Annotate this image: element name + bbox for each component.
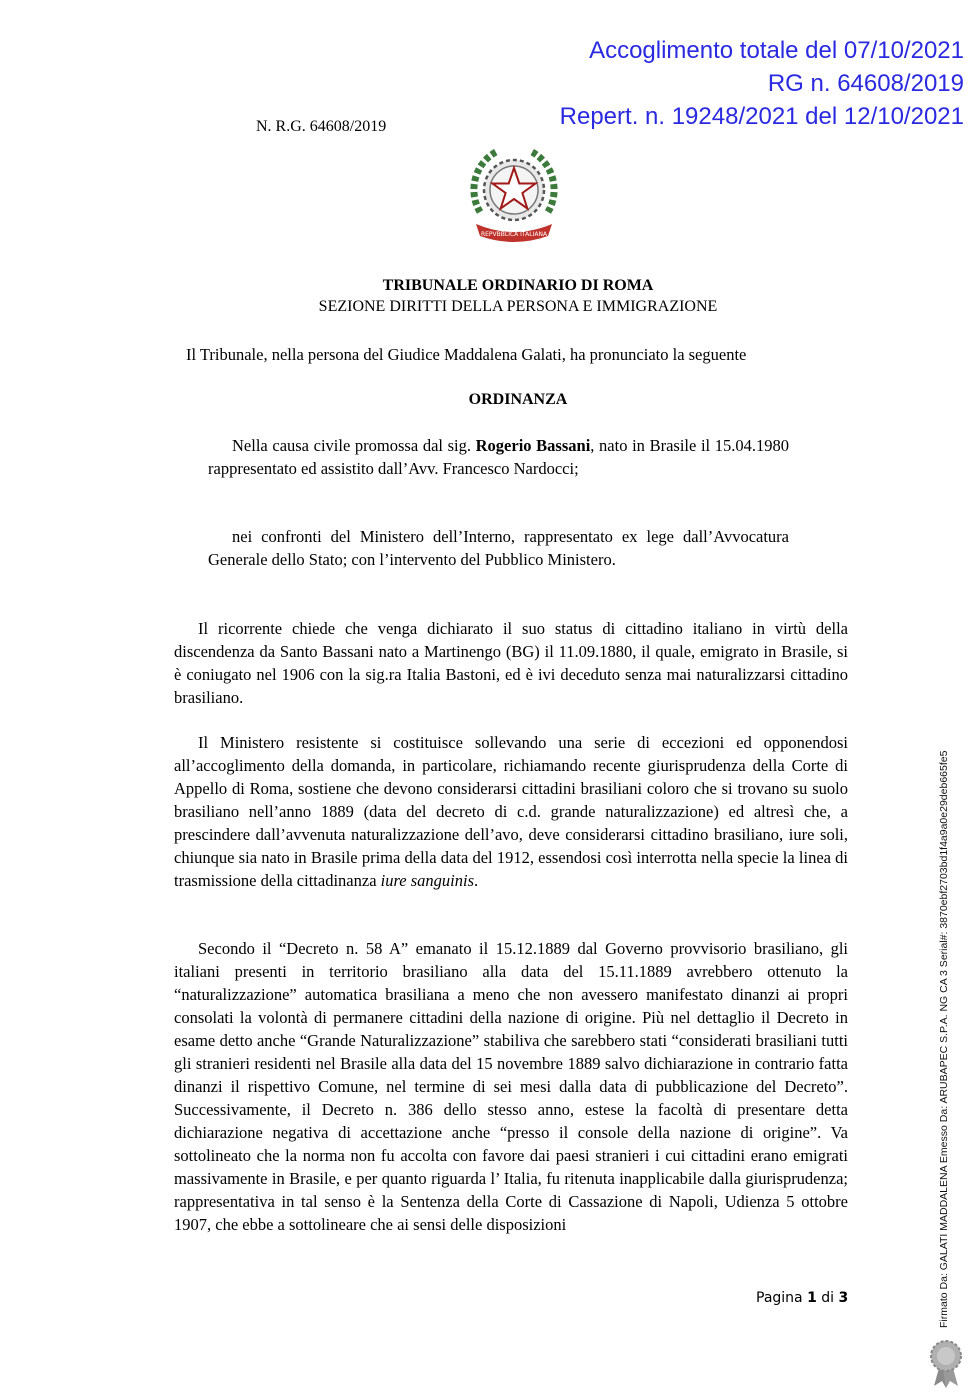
- emblem-ribbon-text: REPVBBLICA ITALIANA: [480, 231, 548, 238]
- parties-defendant: nei confronti del Ministero dell’Interno, rappresentato ex lege dall’Avvocatura Generale dello Stato; con l’intervento del Pubblico Ministero.: [208, 527, 789, 569]
- page-of: di: [821, 1290, 835, 1306]
- page-word: Pagina: [756, 1290, 803, 1306]
- paragraph-ricorrente: Il ricorrente chiede che venga dichiarato il suo status di cittadino italiano in virtù della discendenza da Santo Bassani nato a Martinengo (BG) il 11.09.1880, il quale, emigrato in Brasile, si è coniugato nel 1906 con la sig.ra Italia Bastoni, ed è ivi deceduto senza mai naturalizzarsi cittadino brasiliano.: [174, 619, 848, 707]
- italian-republic-emblem: [462, 140, 566, 244]
- digital-signature-text: Firmato Da: GALATI MADDALENA Emesso Da: ARUBAPEC S.P.A. NG CA 3 Serial#: 3870ebf2703bd1f4a9a0e29deb665fe5: [938, 750, 950, 1328]
- page-total: 3: [838, 1290, 849, 1306]
- paragraph-ministero-text: Il Ministero resistente si costituisce sollevando una serie di eccezioni ed opponendosi all’accoglimento della domanda, in particolare, richiamando recente giurisprudenza della Corte di Appello di Roma, sostiene che devono considerarsi cittadini brasiliani coloro che si trovano su suolo brasiliano nell’anno 1889 (data del decreto di c.d. grande naturalizzazione) ed altresì che, a prescindere dall’avvenuta naturalizzazione dell’avo, deve considerarsi cittadino brasiliano, iure soli, chiunque sia nato in Brasile prima della data del 1912, essendosi così interrotta nella specie la linea di trasmissione della cittadinanza: [174, 733, 848, 890]
- plaintiff-name: Rogerio Bassani: [475, 436, 591, 455]
- stamp-repert: Repert. n. 19248/2021 del 12/10/2021: [559, 103, 964, 130]
- page-number: [756, 1290, 848, 1306]
- stamp-rg: RG n. 64608/2019: [767, 70, 964, 97]
- intro-paragraph: Il Tribunale, nella persona del Giudice Maddalena Galati, ha pronunciato la seguente: [186, 345, 747, 364]
- document-title: ORDINANZA: [468, 391, 568, 408]
- paragraph-ministero-end: .: [474, 871, 479, 890]
- parties-plaintiff: [208, 434, 789, 480]
- court-name: TRIBUNALE ORDINARIO DI ROMA: [382, 277, 654, 294]
- page-current: 1: [807, 1290, 817, 1306]
- iure-sanguinis-italic: iure sanguinis: [380, 871, 474, 890]
- section-name: SEZIONE DIRITTI DELLA PERSONA E IMMIGRAZIONE: [318, 298, 718, 315]
- nrg-number: N. R.G. 64608/2019: [256, 118, 387, 135]
- parties-plaintiff-post: , nato in Brasile il 15.04.1980 rappresentato ed assistito dall’Avv. Francesco Nardocci;: [208, 436, 790, 478]
- parties-plaintiff-pre: Nella causa civile promossa dal sig.: [232, 436, 476, 455]
- paragraph-ministero: [174, 731, 848, 892]
- stamp-accoglimento: Accoglimento totale del 07/10/2021: [589, 37, 964, 64]
- paragraph-decreto: Secondo il “Decreto n. 58 A” emanato il 15.12.1889 dal Governo provvisorio brasiliano, gli italiani presenti in territorio brasiliano alla data del 15.11.1889 avrebbero ottenuto la “naturalizzazione” automatica brasiliana a meno che non avessero manifestato dinanzi ai propri consolati la volontà di permanere cittadini della nazione di origine. Più nel dettaglio il Decreto in esame detto anche “Grande Naturalizzazione” stabiliva che sarebbero stati “considerati brasiliani tutti gli stranieri residenti nel Brasile alla data del 15 novembre 1889 salvo dichiarazione in contrario fatta dinanzi il rispettivo Comune, nel termine di sei mesi dalla data di pubblicazione del Decreto”. Successivamente, il Decreto n. 386 dello stesso anno, estese la facoltà di presentare detta dichiarazione negativa di accettazione anche “presso il console della nazione di origine”. Va sottolineato che la norma non fu accolta con favore dai paesi stranieri i cui cittadini erano emigrati massivamente in Brasile, e per quanto riguarda l’ Italia, fu ritenuta inapplicabile dalla giurisprudenza; rappresentativa in tal senso è la Sentenza della Corte di Cassazione di Napoli, Udienza 5 ottobre 1907, che ebbe a sottolineare che ai sensi delle disposizioni: [174, 939, 848, 1234]
- signature-seal-icon: [926, 1338, 966, 1388]
